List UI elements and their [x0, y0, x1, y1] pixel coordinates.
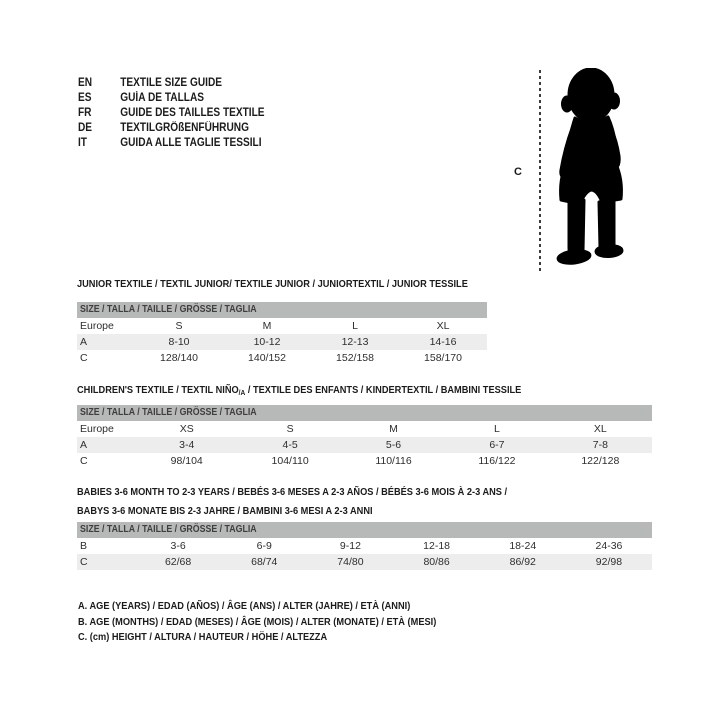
table-cell: 10-12: [253, 336, 281, 348]
table-cell: 18-24: [509, 540, 537, 552]
table-cell: L: [494, 423, 500, 435]
row-label: C: [80, 556, 88, 568]
table-cell: 24-36: [595, 540, 623, 552]
table-cell: 152/158: [336, 352, 374, 364]
language-code: FR: [78, 107, 92, 119]
table-cell: 128/140: [160, 352, 198, 364]
size-header-bar: SIZE / TALLA / TAILLE / GRÖSSE / TAGLIA: [77, 522, 652, 538]
row-label: Europe: [80, 423, 114, 435]
table-cell: 6-7: [489, 439, 505, 451]
table-row: [77, 453, 652, 469]
table-cell: 110/116: [375, 455, 412, 467]
children-table-rows: [77, 421, 652, 469]
table-cell: 9-12: [339, 540, 361, 552]
table-cell: 98/104: [170, 455, 203, 467]
row-label: B: [80, 540, 88, 552]
toddler-silhouette-icon: [550, 68, 650, 273]
language-title: TEXTILE SIZE GUIDE: [120, 77, 223, 89]
language-title: TEXTILGRÖßENFÜHRUNG: [120, 122, 249, 134]
table-row: [77, 350, 487, 366]
measure-legend: [78, 599, 485, 646]
table-cell: 92/98: [595, 556, 623, 568]
size-header-bar: SIZE / TALLA / TAILLE / GRÖSSE / TAGLIA: [77, 302, 487, 318]
language-title: GUIDA ALLE TAGLIE TESSILI: [120, 137, 262, 149]
table-cell: 80/86: [423, 556, 450, 568]
row-label: A: [80, 439, 88, 451]
table-cell: 158/170: [424, 352, 462, 364]
language-row-es: [78, 91, 290, 106]
table-row: [77, 334, 487, 350]
language-row-it: [78, 136, 290, 151]
table-cell: 4-5: [282, 439, 298, 451]
language-code: EN: [78, 77, 93, 89]
babies-table-rows: [77, 538, 652, 570]
legend-line-c: C. (cm) HEIGHT / ALTURA / HAUTEUR / HÖHE / ALTEZZA: [78, 631, 328, 643]
language-row-fr: [78, 106, 290, 121]
table-cell: 104/110: [271, 455, 309, 467]
language-title-list: [78, 76, 290, 151]
height-dashed-line-icon: [539, 70, 541, 273]
table-cell: 74/80: [337, 556, 364, 568]
children-table: [77, 405, 652, 469]
table-cell: S: [175, 320, 183, 332]
table-cell: 122/128: [581, 455, 620, 467]
table-cell: M: [262, 320, 272, 332]
table-cell: 14-16: [429, 336, 457, 348]
table-cell: 5-6: [385, 439, 402, 451]
language-row-en: [78, 76, 290, 91]
table-row: [77, 421, 652, 437]
nino-a-subscript: /A: [238, 388, 246, 397]
table-cell: 140/152: [248, 352, 286, 364]
table-row: [77, 538, 652, 554]
table-cell: 3-6: [170, 540, 186, 552]
babies-table: [77, 522, 652, 570]
table-cell: XS: [179, 423, 194, 435]
table-cell: XL: [593, 423, 607, 435]
children-table-title: CHILDREN'S TEXTILE / TEXTIL $NIÑO_{/A}$ / TEXTILE DES ENFANTS / KINDERTEXTIL / BAMBINI TESSILE: [77, 384, 522, 397]
table-cell: S: [286, 423, 294, 435]
table-cell: 86/92: [509, 556, 536, 568]
row-label: C: [80, 455, 88, 467]
height-measure-label: C: [514, 166, 522, 178]
table-cell: XL: [436, 320, 450, 332]
table-cell: M: [389, 423, 398, 435]
junior-table-rows: [77, 318, 487, 366]
babies-table-title: BABIES 3-6 MONTH TO 2-3 YEARS / BEBÉS 3-6 MESES A 2-3 AÑOS / BÉBÉS 3-6 MOIS À 2-3 ANS / BABYS 3-6 MONATE BIS 2-3 JAHRE / BAMBINI 3-6 MESI A 2-3 ANNI: [77, 486, 508, 517]
table-cell: 6-9: [256, 540, 272, 552]
row-label: Europe: [80, 320, 114, 332]
language-title: GUÍA DE TALLAS: [120, 92, 205, 104]
legend-line-a: A. AGE (YEARS) / EDAD (AÑOS) / ÂGE (ANS) / ALTER (JAHRE) / ETÀ (ANNI): [78, 600, 411, 612]
junior-table-title: JUNIOR TEXTILE / TEXTIL JUNIOR/ TEXTILE JUNIOR / JUNIORTEXTIL / JUNIOR TESSILE: [77, 278, 468, 290]
table-cell: L: [352, 320, 358, 332]
table-row: [77, 554, 652, 570]
table-row: [77, 437, 652, 453]
table-cell: 8-10: [168, 336, 190, 348]
table-cell: 68/74: [251, 556, 278, 568]
language-code: ES: [78, 92, 92, 104]
table-cell: 7-8: [592, 439, 608, 451]
language-code: DE: [78, 122, 93, 134]
table-cell: 12-13: [341, 336, 369, 348]
junior-table: [77, 302, 487, 366]
table-cell: 12-18: [423, 540, 451, 552]
language-code: IT: [78, 137, 88, 149]
size-header-bar: SIZE / TALLA / TAILLE / GRÖSSE / TAGLIA: [77, 405, 652, 421]
table-cell: 62/68: [164, 556, 192, 568]
row-label: C: [80, 352, 88, 364]
language-row-de: [78, 121, 290, 136]
table-row: [77, 318, 487, 334]
table-cell: 116/122: [478, 455, 516, 467]
table-cell: 3-4: [179, 439, 195, 451]
legend-line-b: B. AGE (MONTHS) / EDAD (MESES) / ÂGE (MOIS) / ALTER (MONATE) / ETÀ (MESI): [78, 615, 437, 628]
language-title: GUIDE DES TAILLES TEXTILE: [120, 107, 265, 119]
row-label: A: [80, 336, 88, 348]
